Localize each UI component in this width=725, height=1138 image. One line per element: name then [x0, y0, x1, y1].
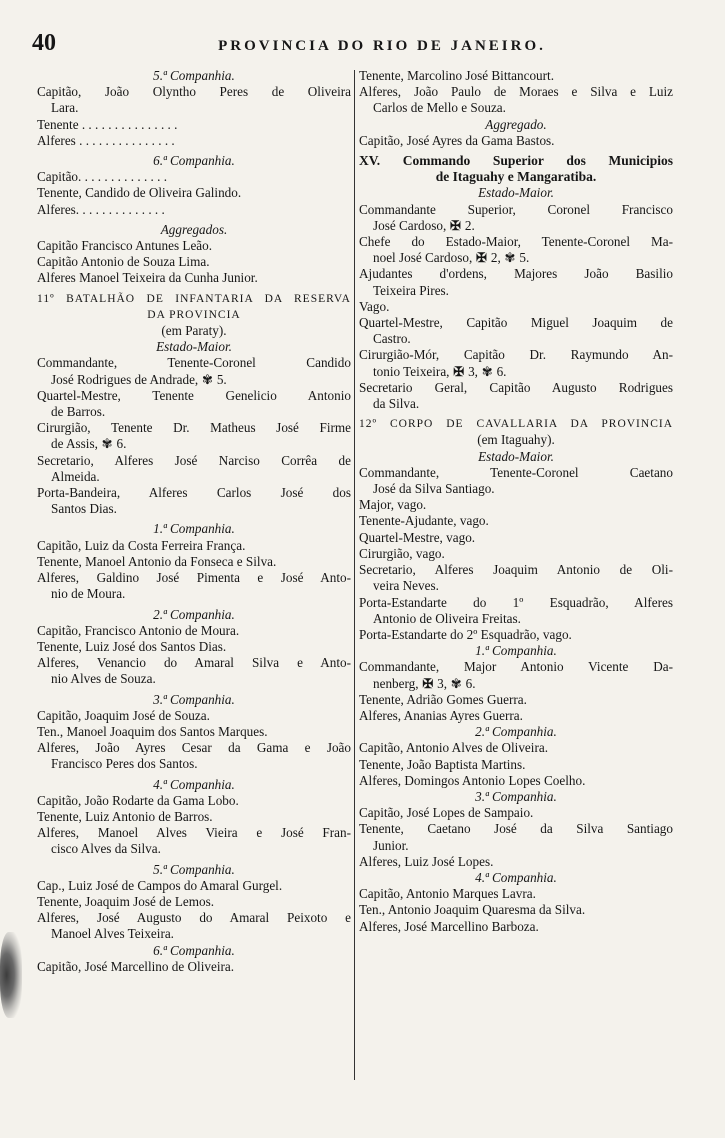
entry-line: Alferes, Galdino José Pimenta e José Anto- — [37, 570, 351, 586]
right-column — [359, 68, 673, 1128]
company-heading: 6.ª Companhia. — [153, 942, 235, 958]
entry-line: Cap., Luiz José de Campos do Amaral Gurgel. — [37, 877, 283, 893]
battalion-subtitle: DA PROVINCIA — [147, 308, 241, 321]
entry-line: Tenente, Marcolino José Bittancourt. — [359, 68, 555, 83]
entry-line: Teixeira Pires. — [373, 282, 449, 298]
running-title: PROVINCIA DO RIO DE JANEIRO. — [218, 38, 546, 54]
entry-line: Commandante, Tenente-Coronel Caetano — [359, 464, 673, 480]
order-rose-icon: ✾ — [481, 363, 493, 379]
page-number: 40 — [32, 30, 56, 56]
entry-line: noel José Cardoso, ✠ 2, ✾ 5. — [373, 250, 530, 266]
entry-line: Major, vago. — [359, 497, 427, 513]
entry-line: Alferes, Venancio do Amaral Silva e Anto- — [37, 655, 351, 671]
entry-line: Capitão, Antonio Marques Lavra. — [359, 886, 536, 902]
entry-line: nenberg, ✠ 3, ✾ 6. — [373, 675, 476, 691]
section-heading: Aggregado. — [485, 116, 547, 132]
entry-line: Junior. — [373, 837, 409, 853]
entry-line: Capitão Francisco Antunes Leão. — [37, 238, 213, 254]
entry-line: Tenente, Luiz Antonio de Barros. — [37, 808, 213, 824]
entry-line: Secretario, Alferes José Narciso Corrêa de — [37, 452, 351, 468]
entry-line: Capitão, José Lopes de Sampaio. — [359, 805, 534, 821]
company-heading: 3.ª Companhia. — [153, 691, 235, 707]
entry-line: Tenente, Manoel Antonio da Fonseca e Silva. — [37, 553, 277, 569]
entry-line: Tenente, Joaquim José de Lemos. — [37, 893, 215, 909]
entry-line: Commandante, Tenente-Coronel Candido — [37, 355, 351, 371]
company-heading: 4.ª Companhia. — [475, 869, 557, 885]
entry-line: Secretario, Alferes Joaquim Antonio de Oli- — [359, 562, 673, 578]
entry-line: Capitão, Luiz da Costa Ferreira França. — [37, 537, 246, 553]
entry-line: Francisco Peres dos Santos. — [51, 756, 198, 772]
company-heading: 3.ª Companhia. — [475, 788, 557, 804]
entry-line: Tenente-Ajudante, vago. — [359, 513, 489, 529]
entry-line: Ajudantes d'ordens, Majores João Basilio — [359, 266, 673, 282]
corps-place: (em Itaguahy). — [477, 432, 555, 448]
entry-line: Almeida. — [51, 468, 100, 484]
entry-line: Cirurgião, Tenente Dr. Matheus José Firme — [37, 420, 351, 436]
section-heading: Aggregados. — [160, 221, 228, 237]
entry-line: Capitão, João Olyntho Peres de Oliveira — [37, 84, 351, 100]
entry-line: Alferes, Luiz José Lopes. — [359, 853, 494, 869]
entry-line: Alferes, João Ayres Cesar da Gama e João — [37, 740, 351, 756]
entry-line: Alferes, Ananias Ayres Guerra. — [359, 707, 523, 723]
corps-title: 12º CORPO DE CAVALLARIA DA PROVINCIA — [359, 418, 673, 431]
order-cross-icon: ✠ — [450, 217, 462, 233]
page-header — [32, 30, 692, 66]
entry-line: Capitão Antonio de Souza Lima. — [37, 254, 210, 270]
entry-line: José Rodrigues de Andrade, ✾ 5. — [51, 371, 227, 387]
company-heading: 4.ª Companhia. — [153, 776, 235, 792]
entry-line: Capitão, José Marcellino de Oliveira. — [37, 958, 235, 974]
battalion-title: 11º BATALHÃO DE INFANTARIA DA RESERVA — [37, 292, 351, 305]
column-divider — [354, 70, 355, 1080]
entry-line: Antonio de Oliveira Freitas. — [373, 610, 521, 626]
entry-line: Commandante, Major Antonio Vicente Da- — [359, 659, 673, 675]
company-heading: 5.ª Companhia. — [153, 861, 235, 877]
battalion-place: (em Paraty). — [161, 323, 227, 339]
staff-heading: Estado-Maior. — [478, 185, 554, 201]
entry-line: veira Neves. — [373, 578, 439, 594]
entry-line: Cirurgião, vago. — [359, 545, 445, 561]
entry-line: Capitão, Joaquim José de Souza. — [37, 707, 210, 723]
command-title: XV. Commando Superior dos Municipios — [359, 153, 673, 169]
order-rose-icon: ✾ — [504, 250, 516, 266]
entry-line: Capitão, José Ayres da Gama Bastos. — [359, 132, 555, 148]
entry-line: Castro. — [373, 331, 411, 347]
command-subtitle: de Itaguahy e Mangaratiba. — [435, 169, 597, 185]
entry-line: Alferes Manoel Teixeira da Cunha Junior. — [37, 270, 258, 286]
entry-line: Alferes, José Augusto do Amaral Peixoto e — [37, 910, 351, 926]
entry-line: Porta-Estandarte do 1º Esquadrão, Alferes — [359, 594, 673, 610]
entry-line: de Assis, ✾ 6. — [51, 436, 127, 452]
entry-line: Quartel-Mestre, vago. — [359, 529, 476, 545]
entry-line: Alferes. . . . . . . . . . . . . . — [37, 201, 165, 217]
entry-line: Secretario Geral, Capitão Augusto Rodrigues — [359, 379, 673, 395]
entry-line: Capitão, Francisco Antonio de Moura. — [37, 622, 240, 638]
order-cross-icon: ✠ — [453, 363, 465, 379]
entry-line: José Cardoso, ✠ 2. — [373, 217, 475, 233]
entry-line: Vago. — [359, 298, 390, 314]
entry-line: Manoel Alves Teixeira. — [51, 926, 174, 942]
entry-line: da Silva. — [373, 396, 420, 412]
entry-line: Ten., Antonio Joaquim Quaresma da Silva. — [359, 902, 586, 918]
entry-line: Lara. — [51, 100, 79, 116]
entry-line: Capitão. . . . . . . . . . . . . . — [37, 169, 168, 185]
entry-line: Tenente, Adrião Gomes Guerra. — [359, 691, 527, 707]
entry-line: Alferes, Manoel Alves Vieira e José Fran- — [37, 825, 351, 841]
entry-line: Ten., Manoel Joaquim dos Santos Marques. — [37, 723, 268, 739]
entry-line: José da Silva Santiago. — [373, 481, 495, 497]
entry-line: Tenente, Caetano José da Silva Santiago — [359, 821, 673, 837]
staff-heading: Estado-Maior. — [478, 448, 554, 464]
entry-line: tonio Teixeira, ✠ 3, ✾ 6. — [373, 363, 507, 379]
entry-line: Porta-Estandarte do 2º Esquadrão, vago. — [359, 626, 572, 642]
entry-line: de Barros. — [51, 404, 106, 420]
order-cross-icon: ✠ — [476, 250, 488, 266]
order-rose-icon: ✾ — [202, 371, 214, 387]
entry-line: Capitão, Antonio Alves de Oliveira. — [359, 740, 548, 756]
order-rose-icon: ✾ — [101, 436, 113, 452]
entry-line: Tenente . . . . . . . . . . . . . . . — [37, 116, 178, 132]
entry-line: Tenente, Candido de Oliveira Galindo. — [37, 185, 242, 201]
entry-line: Santos Dias. — [51, 501, 117, 517]
entry-line: Quartel-Mestre, Tenente Genelicio Antonio — [37, 387, 351, 403]
entry-line: Tenente, João Baptista Martins. — [359, 756, 526, 772]
entry-line: Tenente, Luiz José dos Santos Dias. — [37, 638, 227, 654]
entry-line: Cirurgião-Mór, Capitão Dr. Raymundo An- — [359, 347, 673, 363]
entry-line: nio Alves de Souza. — [51, 671, 156, 687]
entry-line: Carlos de Mello e Souza. — [373, 100, 506, 116]
company-heading: 2.ª Companhia. — [153, 606, 235, 622]
ink-smudge — [0, 932, 22, 1018]
entry-line: Porta-Bandeira, Alferes Carlos José dos — [37, 485, 351, 501]
order-cross-icon: ✠ — [422, 675, 434, 691]
left-column — [37, 68, 351, 1128]
entry-line: Chefe do Estado-Maior, Tenente-Coronel Ma- — [359, 234, 673, 250]
order-rose-icon: ✾ — [450, 675, 462, 691]
company-heading: 2.ª Companhia. — [475, 724, 557, 740]
company-heading: 5.ª Companhia. — [153, 68, 235, 83]
entry-line: Alferes, Domingos Antonio Lopes Coelho. — [359, 772, 586, 788]
entry-line: Alferes, João Paulo de Moraes e Silva e Luiz — [359, 84, 673, 100]
entry-line: Alferes . . . . . . . . . . . . . . . — [37, 132, 175, 148]
entry-line: Quartel-Mestre, Capitão Miguel Joaquim de — [359, 315, 673, 331]
entry-line: Commandante Superior, Coronel Francisco — [359, 201, 673, 217]
company-heading: 1.ª Companhia. — [153, 521, 235, 537]
staff-heading: Estado-Maior. — [156, 339, 232, 355]
entry-line: cisco Alves da Silva. — [51, 841, 161, 857]
entry-line: Alferes, José Marcellino Barboza. — [359, 918, 539, 934]
company-heading: 1.ª Companhia. — [475, 643, 557, 659]
entry-line: nio de Moura. — [51, 586, 126, 602]
company-heading: 6.ª Companhia. — [153, 153, 235, 169]
entry-line: Capitão, João Rodarte da Gama Lobo. — [37, 792, 239, 808]
